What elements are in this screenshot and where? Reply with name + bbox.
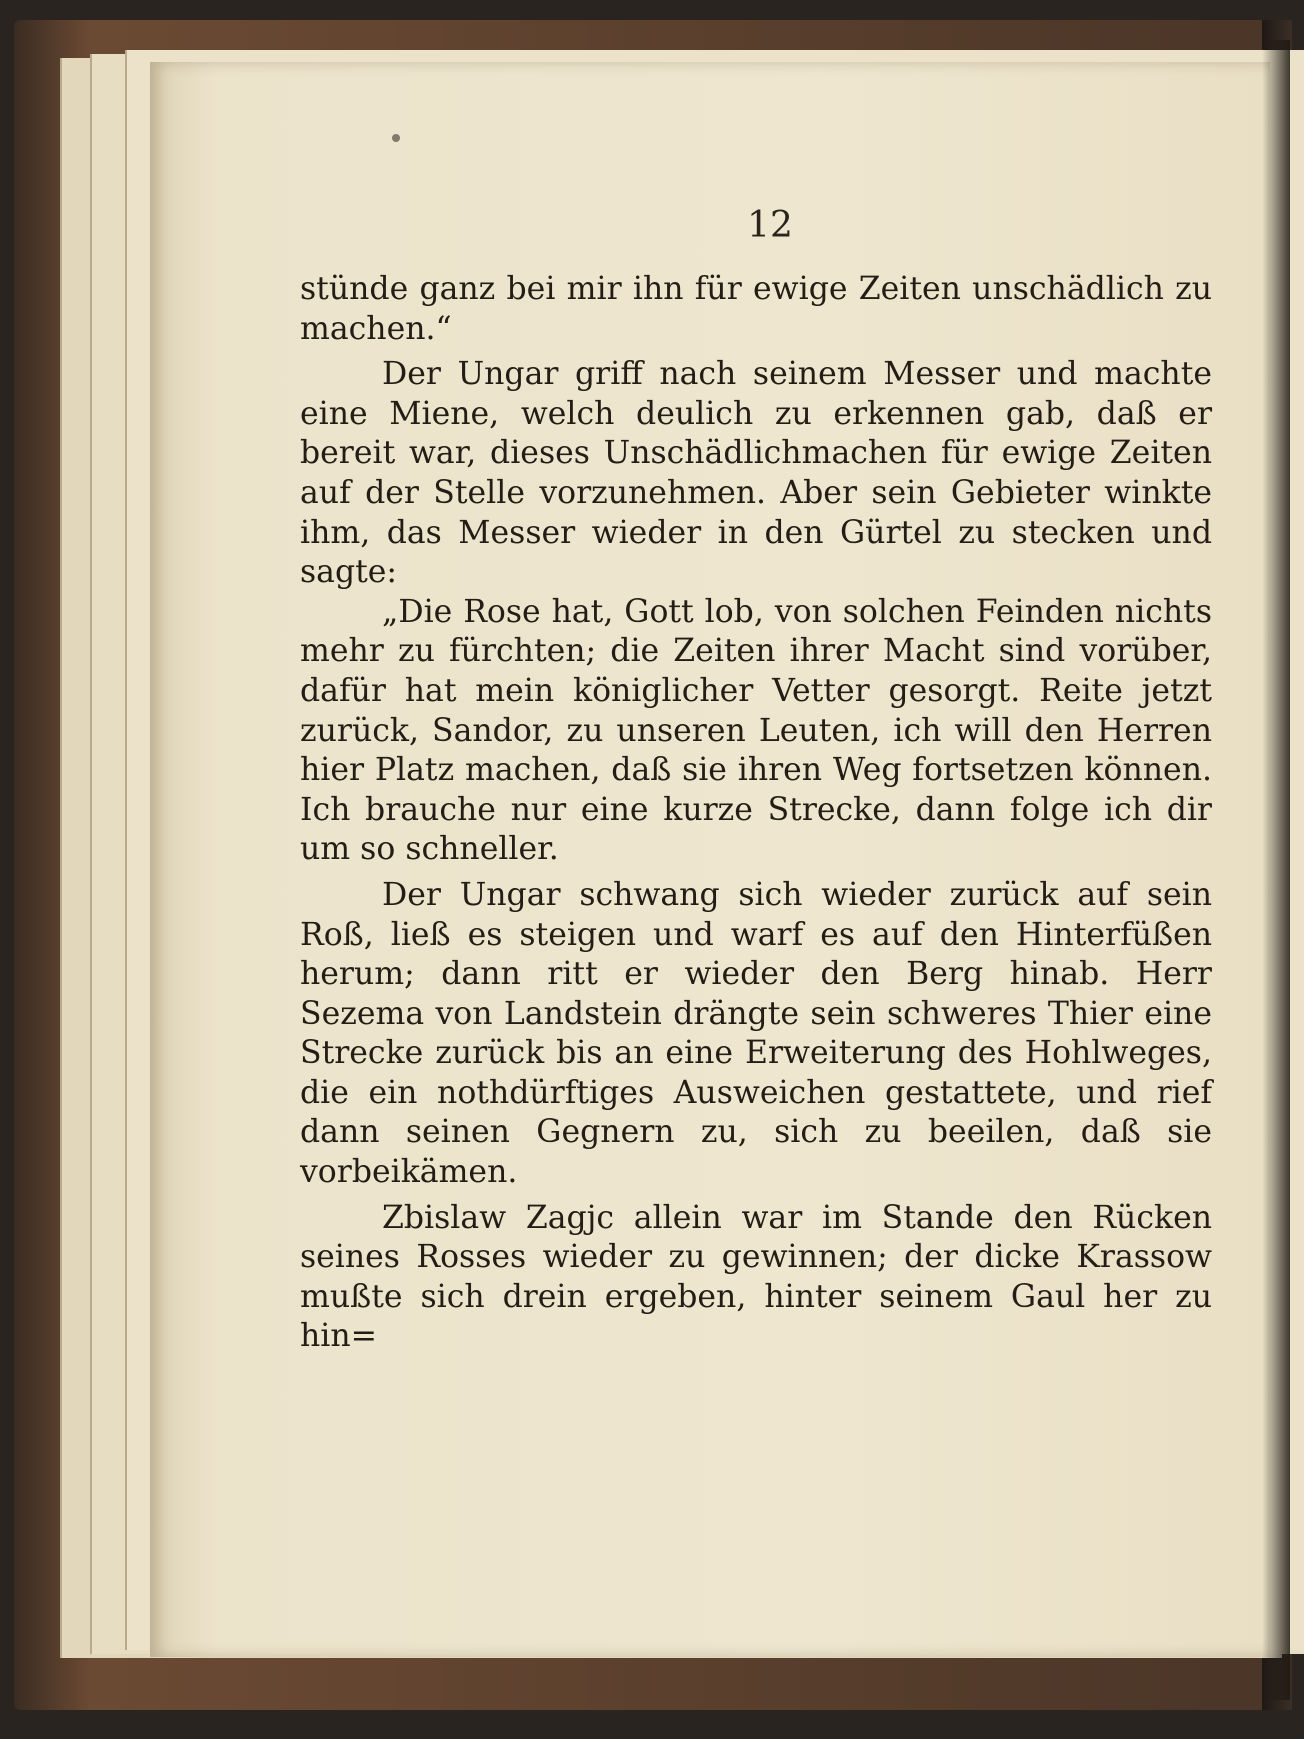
- page-text: [300, 270, 1212, 1357]
- paragraph-1: stünde ganz bei mir ihn für ewige Zeiten unschädlich zu machen.“: [300, 271, 1212, 347]
- page-number: 12: [747, 205, 793, 246]
- ink-spot: [392, 134, 400, 142]
- page-edge-shadow: [1262, 40, 1290, 1700]
- paragraph-2: Der Ungar griff nach seinem Messer und machte eine Miene, welch deulich zu erkennen gab, daß er bereit war, dieses Unschädlichmachen für ewige Zeiten auf der Stelle vorzunehmen. Aber sein Gebieter winkte ihm, das Messer wieder in den Gürtel zu stecken und sagte:: [300, 356, 1212, 591]
- paragraph-4: Der Ungar schwang sich wieder zurück auf sein Roß, ließ es steigen und warf es auf den Hinterfüßen herum; dann ritt er wieder den Berg hinab. Herr Sezema von Landstein drängte sein schweres Thier eine Strecke zurück bis an eine Erweiterung des Hohlweges, die ein nothdürftiges Ausweichen gestattete, und rief dann seinen Gegnern zu, sich zu beeilen, daß sie vorbeikämen.: [300, 876, 1212, 1191]
- paragraph-3: „Die Rose hat, Gott lob, von solchen Feinden nichts mehr zu fürchten; die Zeiten ihrer Macht sind vorüber, dafür hat mein königlicher Vetter gesorgt. Reite jetzt zurück, Sandor, zu unseren Leuten, ich will den Herren hier Platz machen, daß sie ihren Weg fortsetzen können. Ich brauche nur eine kurze Strecke, dann folge ich dir um so schneller.: [300, 593, 1212, 868]
- paragraph-5: Zbislaw Zagjc allein war im Stande den Rücken seines Rosses wieder zu gewinnen; der dicke Krassow mußte sich drein ergeben, hinter seinem Gaul her zu hin=: [300, 1199, 1212, 1355]
